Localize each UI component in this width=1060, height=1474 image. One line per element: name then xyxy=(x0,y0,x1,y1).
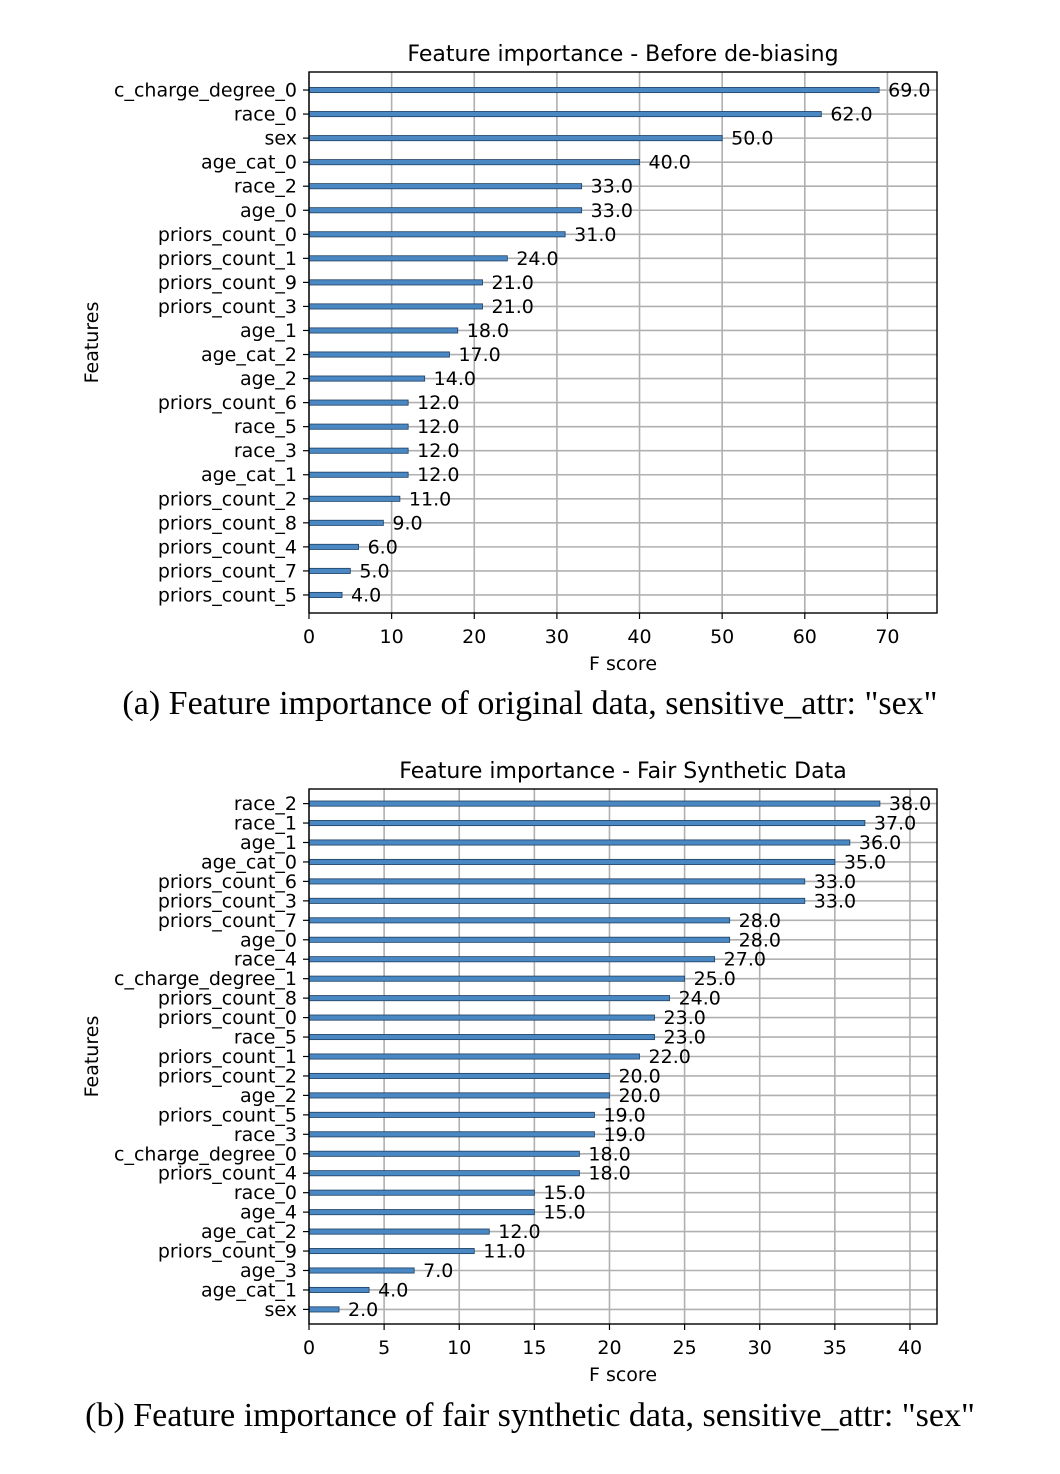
bar xyxy=(309,840,850,845)
data-label: 18.0 xyxy=(466,319,510,342)
y-tick-label: race_3 xyxy=(233,1123,297,1146)
x-tick-label: 0 xyxy=(302,626,316,648)
data-label: 38.0 xyxy=(888,793,932,816)
y-tick-label: priors_count_5 xyxy=(157,1104,297,1127)
data-label: 19.0 xyxy=(603,1123,646,1146)
x-axis-label: F score xyxy=(588,1364,658,1386)
data-label: 12.0 xyxy=(417,416,460,439)
data-label: 23.0 xyxy=(663,1007,706,1030)
x-tick-label: 20 xyxy=(462,626,487,648)
y-tick-label: sex xyxy=(264,1298,297,1321)
x-tick-label: 30 xyxy=(747,1337,772,1359)
y-tick-label: age_cat_1 xyxy=(200,464,297,487)
data-label: 12.0 xyxy=(498,1221,541,1244)
x-tick-label: 15 xyxy=(522,1337,547,1359)
y-tick-label: age_2 xyxy=(240,368,297,391)
bar xyxy=(309,1132,594,1137)
bar xyxy=(309,1034,655,1039)
y-tick-label: age_2 xyxy=(240,1084,297,1107)
data-label: 15.0 xyxy=(543,1201,586,1224)
bar xyxy=(309,544,359,549)
x-tick-label: 5 xyxy=(378,1337,391,1359)
bar xyxy=(309,879,805,884)
data-label: 28.0 xyxy=(738,909,781,932)
chart-title: Feature importance - Before de-biasing xyxy=(407,42,839,67)
y-tick-label: race_0 xyxy=(233,1182,297,1205)
bar xyxy=(309,520,383,525)
bar xyxy=(309,859,835,864)
data-label: 62.0 xyxy=(830,103,873,126)
data-label: 12.0 xyxy=(417,392,460,415)
bar xyxy=(309,304,483,309)
bar xyxy=(309,160,640,165)
data-label: 40.0 xyxy=(648,151,691,174)
bar xyxy=(309,232,565,237)
y-tick-label: age_4 xyxy=(240,1201,297,1224)
bar xyxy=(309,1171,579,1176)
bar xyxy=(309,136,722,141)
figure-caption: (b) Feature importance of fair synthetic data, sensitive_attr: "sex" xyxy=(85,1397,975,1434)
bar xyxy=(309,111,821,116)
bar xyxy=(309,937,730,942)
y-tick-label: age_cat_0 xyxy=(200,851,297,874)
x-tick-label: 40 xyxy=(897,1337,923,1359)
y-tick-label: c_charge_degree_0 xyxy=(114,79,297,102)
data-label: 5.0 xyxy=(359,560,390,583)
y-tick-label: age_cat_2 xyxy=(200,344,297,367)
y-axis-label: Features xyxy=(81,301,103,384)
data-label: 27.0 xyxy=(723,948,766,971)
data-label: 50.0 xyxy=(731,127,774,150)
data-label: 35.0 xyxy=(843,851,887,874)
bar xyxy=(309,976,685,981)
y-tick-label: priors_count_3 xyxy=(157,295,297,318)
x-tick-label: 60 xyxy=(792,626,817,648)
y-tick-label: race_2 xyxy=(233,793,297,816)
y-tick-label: priors_count_3 xyxy=(157,890,297,913)
x-tick-label: 10 xyxy=(447,1337,472,1359)
chart-a xyxy=(81,42,938,722)
y-tick-label: priors_count_0 xyxy=(157,1007,297,1030)
x-tick-label: 10 xyxy=(379,626,404,648)
bar xyxy=(309,996,670,1001)
data-label: 9.0 xyxy=(392,512,423,535)
x-tick-label: 50 xyxy=(710,626,735,648)
y-tick-label: age_1 xyxy=(240,319,297,342)
x-tick-label: 35 xyxy=(822,1337,847,1359)
data-label: 24.0 xyxy=(516,247,559,270)
y-tick-label: priors_count_9 xyxy=(157,271,297,294)
x-axis-label: F score xyxy=(588,653,658,675)
data-label: 24.0 xyxy=(678,987,721,1010)
x-tick-label: 20 xyxy=(597,1337,622,1359)
bar xyxy=(309,1073,609,1078)
y-tick-label: c_charge_degree_0 xyxy=(114,1143,297,1166)
y-axis-label: Features xyxy=(81,1015,103,1098)
data-label: 6.0 xyxy=(367,536,398,559)
bar xyxy=(309,801,880,806)
data-label: 12.0 xyxy=(417,464,460,487)
bar xyxy=(309,568,350,573)
data-label: 15.0 xyxy=(543,1182,586,1205)
bar xyxy=(309,472,408,477)
data-label: 33.0 xyxy=(813,870,857,893)
data-label: 36.0 xyxy=(858,832,902,854)
chart-title: Feature importance - Fair Synthetic Data xyxy=(399,759,847,784)
bar xyxy=(309,184,582,189)
data-label: 31.0 xyxy=(574,223,617,246)
bar xyxy=(309,1151,579,1156)
data-label: 33.0 xyxy=(590,199,633,222)
data-label: 33.0 xyxy=(813,890,857,913)
data-label: 7.0 xyxy=(423,1260,454,1282)
y-tick-label: priors_count_8 xyxy=(157,512,297,535)
bar xyxy=(309,1093,609,1098)
data-label: 33.0 xyxy=(590,175,633,198)
bar xyxy=(309,1112,594,1117)
bar xyxy=(309,424,408,429)
data-label: 23.0 xyxy=(663,1026,706,1049)
bar xyxy=(309,448,408,453)
data-label: 37.0 xyxy=(873,812,917,835)
y-tick-label: priors_count_1 xyxy=(157,1046,297,1068)
data-label: 25.0 xyxy=(693,968,736,991)
y-tick-label: race_5 xyxy=(233,416,297,439)
bar xyxy=(309,352,449,357)
bar xyxy=(309,592,342,597)
x-tick-label: 25 xyxy=(672,1337,697,1359)
y-tick-label: age_cat_1 xyxy=(200,1279,297,1302)
y-tick-label: race_0 xyxy=(233,103,297,126)
data-label: 4.0 xyxy=(351,584,382,607)
y-tick-label: priors_count_7 xyxy=(157,560,297,583)
y-tick-label: priors_count_7 xyxy=(157,909,297,932)
data-label: 21.0 xyxy=(491,271,534,294)
x-tick-label: 40 xyxy=(627,626,652,648)
data-label: 12.0 xyxy=(417,440,460,463)
bar xyxy=(309,1190,534,1195)
data-label: 17.0 xyxy=(458,344,501,367)
y-tick-label: race_2 xyxy=(233,175,297,198)
bar xyxy=(309,87,879,92)
y-tick-label: priors_count_6 xyxy=(157,392,297,415)
bar xyxy=(309,1307,339,1312)
data-label: 14.0 xyxy=(433,368,476,391)
data-label: 19.0 xyxy=(603,1104,646,1127)
bar xyxy=(309,208,582,213)
x-tick-label: 0 xyxy=(302,1337,316,1359)
data-label: 20.0 xyxy=(618,1084,661,1107)
bar xyxy=(309,898,805,903)
y-tick-label: priors_count_4 xyxy=(157,536,297,559)
bar xyxy=(309,1229,489,1234)
y-tick-label: priors_count_0 xyxy=(157,223,297,246)
y-tick-label: priors_count_5 xyxy=(157,584,297,607)
bar xyxy=(309,496,400,501)
data-label: 2.0 xyxy=(348,1298,379,1321)
y-tick-label: sex xyxy=(264,127,297,150)
y-tick-label: priors_count_4 xyxy=(157,1162,297,1185)
y-tick-label: priors_count_6 xyxy=(157,870,297,893)
bar xyxy=(309,376,425,381)
y-tick-label: race_4 xyxy=(233,948,297,971)
y-tick-label: age_0 xyxy=(240,929,297,952)
data-label: 11.0 xyxy=(408,488,452,511)
x-tick-label: 30 xyxy=(544,626,569,648)
bar xyxy=(309,256,507,261)
data-label: 28.0 xyxy=(738,929,781,952)
y-tick-label: race_1 xyxy=(233,812,297,835)
y-tick-label: age_0 xyxy=(240,199,297,222)
bar xyxy=(309,1210,534,1215)
x-tick-label: 70 xyxy=(875,626,900,648)
y-tick-label: age_1 xyxy=(240,832,297,854)
y-tick-label: age_3 xyxy=(240,1260,297,1282)
y-tick-label: race_3 xyxy=(233,440,297,463)
y-tick-label: priors_count_2 xyxy=(157,1065,297,1088)
y-tick-label: priors_count_8 xyxy=(157,987,297,1010)
bar xyxy=(309,328,458,333)
y-tick-label: priors_count_1 xyxy=(157,247,297,270)
bar xyxy=(309,400,408,405)
bar xyxy=(309,1054,640,1059)
data-label: 11.0 xyxy=(483,1240,526,1263)
chart-b xyxy=(81,759,975,1434)
data-label: 18.0 xyxy=(588,1143,631,1166)
y-tick-label: priors_count_9 xyxy=(157,1240,297,1263)
bar xyxy=(309,1268,414,1273)
bar xyxy=(309,918,730,923)
figure-caption: (a) Feature importance of original data, sensitive_attr: "sex" xyxy=(122,685,938,722)
bar xyxy=(309,1248,474,1253)
bar xyxy=(309,1287,369,1292)
data-label: 4.0 xyxy=(378,1279,409,1302)
bar xyxy=(309,957,715,962)
y-tick-label: priors_count_2 xyxy=(157,488,297,511)
y-tick-label: race_5 xyxy=(233,1026,297,1049)
bar xyxy=(309,1015,655,1020)
y-tick-label: age_cat_0 xyxy=(200,151,297,174)
data-label: 20.0 xyxy=(618,1065,661,1088)
y-tick-label: age_cat_2 xyxy=(200,1221,297,1244)
bar xyxy=(309,820,865,825)
data-label: 69.0 xyxy=(888,79,931,102)
bar xyxy=(309,280,483,285)
data-label: 18.0 xyxy=(588,1162,631,1185)
data-label: 21.0 xyxy=(491,295,534,318)
data-label: 22.0 xyxy=(648,1046,691,1068)
y-tick-label: c_charge_degree_1 xyxy=(114,968,297,991)
